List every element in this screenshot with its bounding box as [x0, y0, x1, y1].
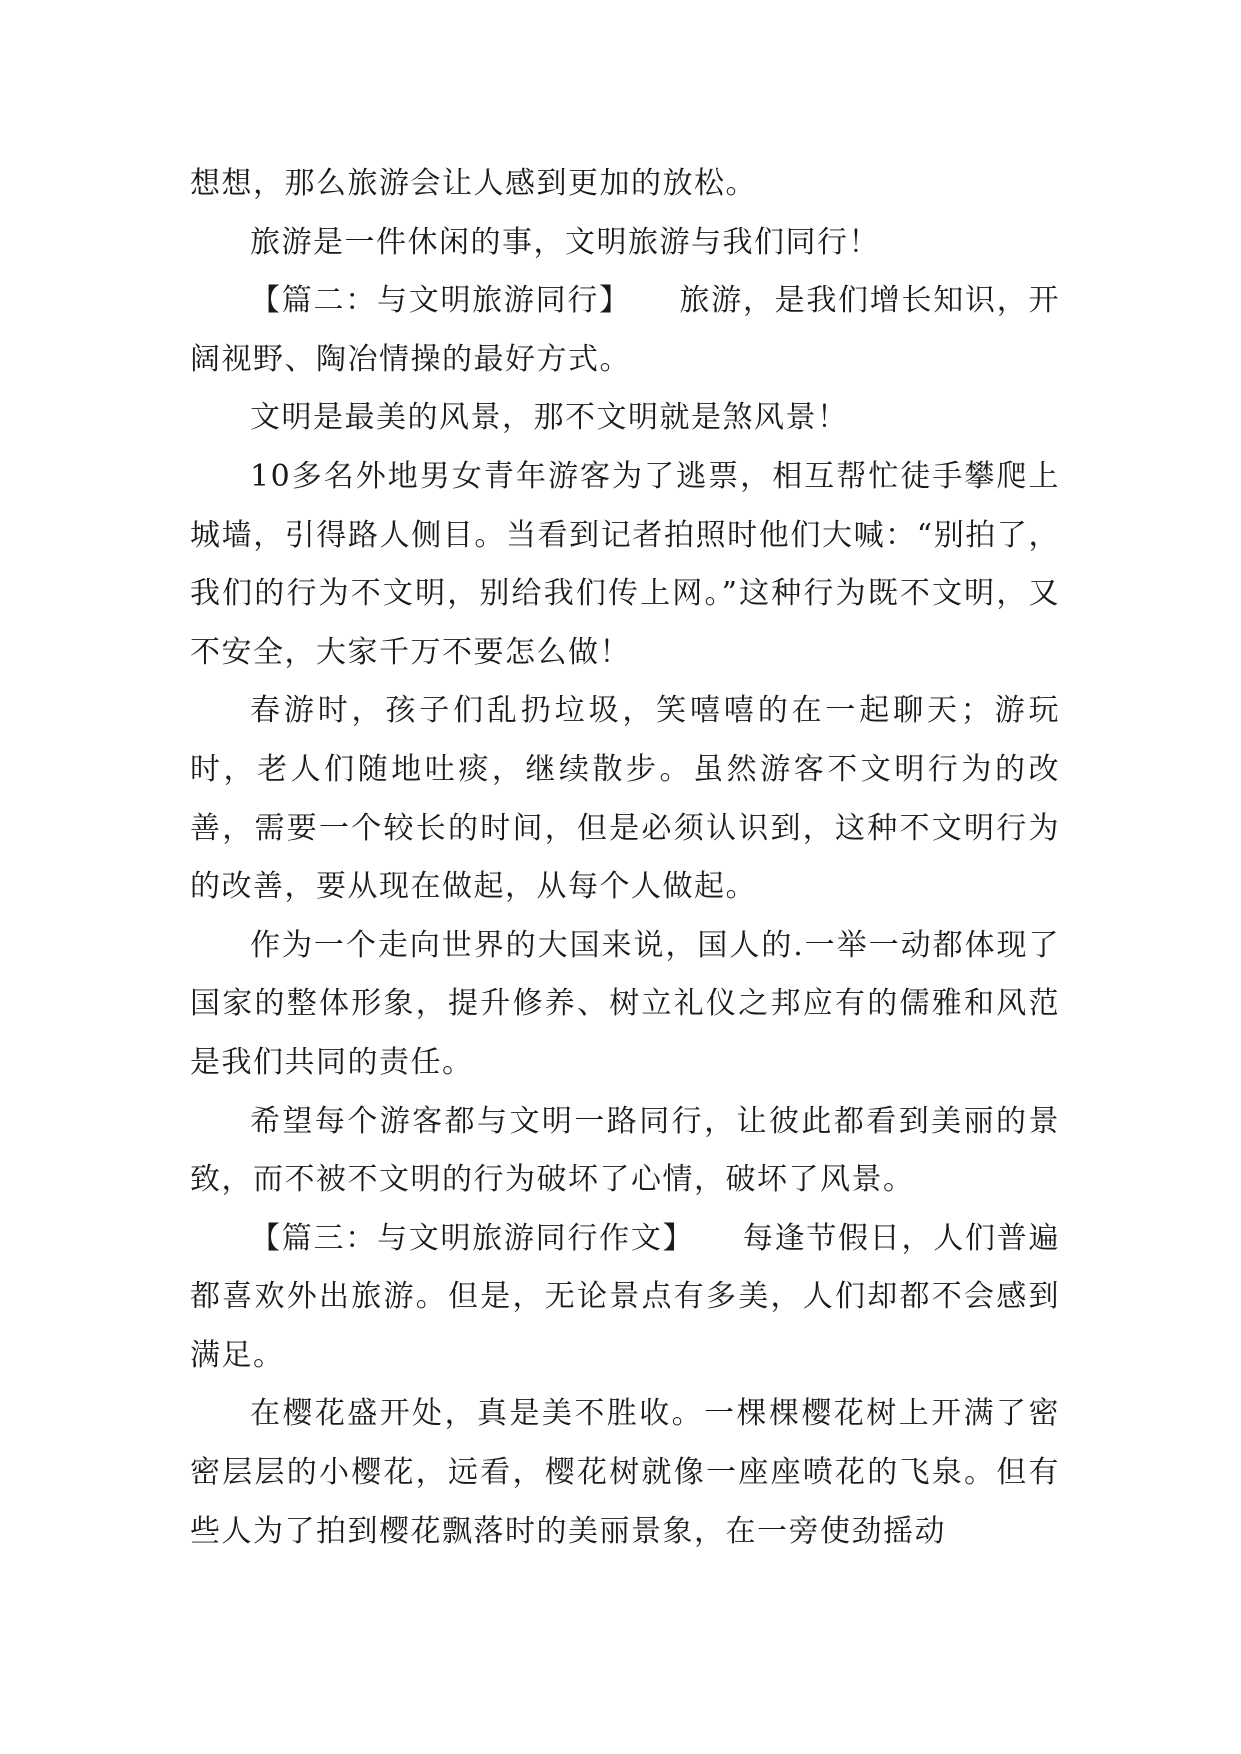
paragraph-section-three-heading: 【篇三：与文明旅游同行作文】 每逢节假日，人们普遍都喜欢外出旅游。但是，无论景点有多美，人们却都不会感到满足。 [190, 1220, 1060, 1373]
paragraph: 春游时，孩子们乱扔垃圾，笑嘻嘻的在一起聊天；游玩时，老人们随地吐痰，继续散步。虽然游客不文明行为的改善，需要一个较长的时间，但是必须认识到，这种不文明行为的改善，要从现在做起，从每个人做起。 [190, 693, 1060, 905]
paragraph: 10多名外地男女青年游客为了逃票，相互帮忙徒手攀爬上城墙，引得路人侧目。当看到记者拍照时他们大喊：“别拍了，我们的行为不文明，别给我们传上网。”这种行为既不文明，又不安全，大家千万不要怎么做！ [190, 458, 1060, 670]
paragraph: 希望每个游客都与文明一路同行，让彼此都看到美丽的景致，而不被不文明的行为破坏了心情，破坏了风景。 [190, 1103, 1060, 1198]
paragraph-section-two-heading: 【篇二：与文明旅游同行】 旅游，是我们增长知识，开阔视野、陶冶情操的最好方式。 [190, 283, 1060, 377]
paragraph: 文明是最美的风景，那不文明就是煞风景！ [250, 400, 849, 436]
paragraph: 旅游是一件休闲的事，文明旅游与我们同行！ [250, 224, 880, 260]
paragraph-continuation: 想想，那么旅游会让人感到更加的放松。 [190, 166, 757, 201]
paragraph: 在樱花盛开处，真是美不胜收。一棵棵樱花树上开满了密密层层的小樱花，远看，樱花树就像一座座喷花的飞泉。但有些人为了拍到樱花飘落时的美丽景象，在一旁使劲摇动 [190, 1396, 1060, 1549]
paragraph: 作为一个走向世界的大国来说，国人的.一举一动都体现了国家的整体形象，提升修养、树立礼仪之邦应有的儒雅和风范是我们共同的责任。 [190, 927, 1060, 1080]
document-body [190, 155, 1060, 1561]
